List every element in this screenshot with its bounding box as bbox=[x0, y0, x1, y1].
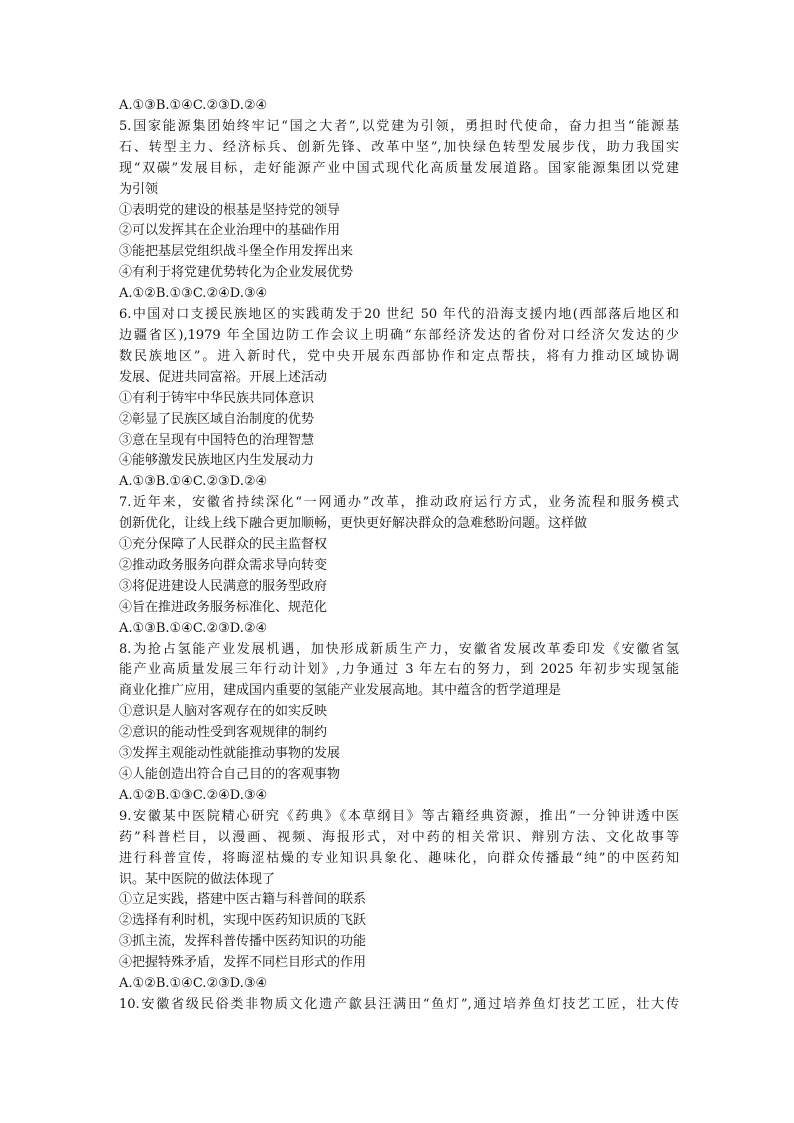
question-8-option-2: ②意识的能动性受到客观规律的制约 bbox=[119, 725, 328, 741]
question-7-stem bbox=[119, 493, 679, 535]
question-8-line: 商业化推广应用，建成国内重要的氢能产业发展高地。其中蕴含的哲学道理是 bbox=[119, 683, 562, 699]
question-7-line: 7.近年来，安徽省持续深化“一网通办”改革，推动政府运行方式，业务流程和服务模式 bbox=[119, 495, 679, 511]
answer-choices-q9: A.①②B.①④C.②③D.③④ bbox=[119, 976, 268, 992]
question-8-line: 能产业高质量发展三年行动计划》,力争通过 3 年左右的努力，到 2025 年初步实现氢能 bbox=[119, 662, 679, 678]
question-9-stem bbox=[119, 807, 679, 891]
question-6-line: 边疆省区),1979 年全国边防工作会议上明确“东部经济发达的省份对口经济欠发达的少 bbox=[119, 327, 679, 343]
question-10-stem bbox=[119, 995, 679, 1016]
answer-choices-q6: A.①③B.①④C.②③D.②④ bbox=[119, 474, 268, 490]
question-6-stem bbox=[119, 305, 679, 389]
question-9-option-1: ①立足实践，搭建中医古籍与科普间的联系 bbox=[119, 892, 367, 908]
question-8-option-3: ③发挥主观能动性就能推动事物的发展 bbox=[119, 746, 341, 762]
question-5-option-2: ②可以发挥其在企业治理中的基础作用 bbox=[119, 223, 341, 239]
question-5-option-1: ①表明党的建设的根基是坚持党的领导 bbox=[119, 202, 341, 218]
answer-choices-q7: A.①③B.①④C.②③D.②④ bbox=[119, 620, 268, 636]
question-5-line: 5.国家能源集团始终牢记“国之大者”,以党建为引领，勇担时代使命，奋力担当“能源基 bbox=[119, 118, 679, 134]
question-5-line: 现“双碳”发展目标，走好能源产业中国式现代化高质量发展道路。国家能源集团以党建 bbox=[119, 160, 679, 176]
question-7-line: 创新优化，让线上线下融合更加顺畅，更快更好解决群众的急难愁盼问题。这样做 bbox=[119, 516, 588, 532]
question-8-option-4: ④人能创造出符合自己目的的客观事物 bbox=[119, 767, 341, 782]
question-9-line: 药”科普栏目，以漫画、视频、海报形式，对中药的相关常识、辩别方法、文化故事等 bbox=[119, 829, 679, 845]
question-9-option-3: ③抓主流，发挥科普传播中医药知识的功能 bbox=[119, 934, 367, 950]
question-9-line: 9.安徽某中医院精心研究《药典》《本草纲目》等古籍经典资源，推出“一分钟讲透中医 bbox=[119, 808, 679, 824]
answer-choices-q8: A.①②B.①③C.②④D.③④ bbox=[119, 787, 268, 803]
question-10-line: 10.安徽省级民俗类非物质文化遗产歙县汪满田“鱼灯”,通过培养鱼灯技艺工匠，壮大传 bbox=[119, 996, 679, 1012]
question-6-line: 数民族地区”。进入新时代，党中央开展东西部协作和定点帮扶，将有力推动区域协调 bbox=[119, 348, 679, 364]
question-7-option-1: ①充分保障了人民群众的民主监督权 bbox=[119, 537, 328, 553]
question-7-option-3: ③将促进建设人民满意的服务型政府 bbox=[119, 578, 328, 594]
question-6-option-4: ④能够激发民族地区内生发展动力 bbox=[119, 453, 315, 469]
question-9-line: 识。某中医院的做法体现了 bbox=[119, 871, 276, 887]
question-5-option-4: ④有利于将党建优势转化为企业发展优势 bbox=[119, 265, 354, 281]
question-8-line: 8.为抢占氢能产业发展机遇，加快形成新质生产力，安徽省发展改革委印发《安徽省氢 bbox=[119, 641, 679, 657]
question-9-option-4: ④把握特殊矛盾，发挥不同栏目形式的作用 bbox=[119, 955, 367, 971]
question-6-option-3: ③意在呈现有中国特色的治理智慧 bbox=[119, 432, 315, 448]
answer-choices-q4: A.①③B.①④C.②③D.②④ bbox=[119, 98, 268, 113]
question-7-option-2: ②推动政务服务向群众需求导向转变 bbox=[119, 557, 328, 573]
question-5-stem bbox=[119, 117, 679, 201]
question-8-stem bbox=[119, 640, 679, 703]
question-5-line: 为引领 bbox=[119, 181, 159, 197]
exam-page bbox=[119, 96, 679, 1016]
question-9-line: 进行科普宣传，将晦涩枯燥的专业知识具象化、趣味化，向群众传播最“纯”的中医药知 bbox=[119, 850, 679, 866]
question-6-option-1: ①有利于铸牢中华民族共同体意识 bbox=[119, 390, 315, 406]
answer-choices-q5: A.①②B.①③C.②④D.③④ bbox=[119, 286, 268, 302]
question-5-line: 石、转型主力、经济标兵、创新先锋、改革中坚”,加快绿色转型发展步伐，助力我国实 bbox=[119, 139, 679, 155]
question-6-line: 6.中国对口支援民族地区的实践萌发于20 世纪 50 年代的沿海支援内地(西部落后地区和 bbox=[119, 307, 679, 323]
question-5-option-3: ③能把基层党组织战斗堡全作用发挥出来 bbox=[119, 244, 354, 260]
question-6-line: 发展、促进共同富裕。开展上述活动 bbox=[119, 369, 328, 385]
question-6-option-2: ②彰显了民族区域自治制度的优势 bbox=[119, 411, 315, 427]
question-8-option-1: ①意识是人脑对客观存在的如实反映 bbox=[119, 704, 328, 720]
question-9-option-2: ②选择有利时机，实现中医药知识质的飞跃 bbox=[119, 913, 367, 929]
question-7-option-4: ④旨在推进政务服务标准化、规范化 bbox=[119, 599, 328, 615]
